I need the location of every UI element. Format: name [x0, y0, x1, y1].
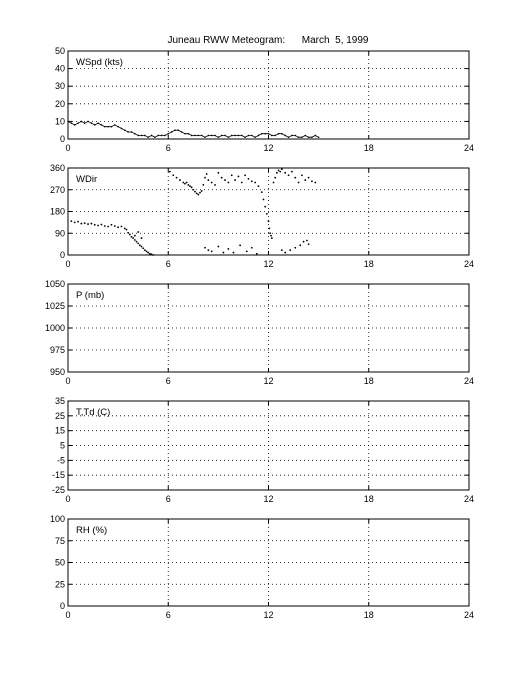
data-point [147, 136, 149, 138]
data-point [127, 131, 129, 133]
panel-1 [55, 46, 474, 153]
x-tick-label: 24 [463, 610, 475, 620]
data-point [298, 136, 300, 138]
data-point [217, 246, 219, 248]
data-point [246, 250, 248, 252]
data-point [251, 180, 253, 182]
data-point [308, 243, 310, 245]
data-point [258, 135, 260, 137]
y-tick-label: 1050 [44, 279, 65, 289]
data-point [197, 194, 199, 196]
data-point [134, 239, 136, 241]
data-point [201, 190, 203, 192]
data-point [234, 179, 236, 181]
panel-5 [50, 514, 474, 620]
data-point [221, 135, 223, 137]
data-point [70, 220, 72, 222]
data-point [301, 174, 303, 176]
data-point [311, 136, 313, 138]
data-point [266, 213, 268, 215]
data-point [314, 182, 316, 184]
data-point [74, 124, 76, 126]
x-tick-label: 0 [65, 494, 71, 504]
data-point [221, 177, 223, 179]
data-point [204, 247, 206, 249]
data-point [132, 237, 134, 239]
x-tick-label: 6 [165, 259, 171, 269]
data-point [270, 235, 272, 237]
y-tick-label: -5 [56, 455, 65, 466]
data-point [274, 177, 276, 179]
data-point [94, 224, 96, 226]
data-point [244, 174, 246, 176]
data-point [228, 136, 230, 138]
data-point [164, 135, 166, 137]
data-point [294, 247, 296, 249]
data-point [154, 136, 156, 138]
data-point [151, 253, 153, 255]
data-point [171, 131, 173, 133]
data-point [294, 177, 296, 179]
data-point [129, 234, 131, 236]
data-point [161, 135, 163, 137]
panel-3 [45, 279, 474, 386]
panel-4 [52, 396, 474, 504]
data-point [114, 124, 116, 126]
y-tick-label: 90 [54, 228, 65, 239]
data-point [144, 135, 146, 137]
data-point [91, 122, 93, 124]
panel-label: WSpd (kts) [76, 57, 123, 68]
data-point [214, 135, 216, 137]
y-tick-label: 975 [49, 345, 65, 355]
data-point [301, 136, 303, 138]
data-point [207, 179, 209, 181]
data-point [179, 179, 181, 181]
data-point [202, 184, 204, 186]
figure-title: Juneau RWW Meteogram: March 5, 1999 [167, 35, 369, 46]
data-point [80, 223, 82, 225]
data-point [306, 240, 308, 242]
x-tick-label: 6 [165, 494, 171, 504]
data-point [97, 225, 99, 227]
x-tick-label: 24 [463, 143, 475, 153]
data-point [238, 176, 240, 178]
data-point [144, 249, 146, 251]
data-point [201, 135, 203, 137]
data-point [104, 225, 106, 227]
y-tick-label: 950 [49, 367, 65, 377]
y-tick-label: 0 [59, 601, 65, 611]
data-point [211, 135, 213, 137]
data-point [184, 183, 186, 185]
data-point [71, 122, 73, 124]
data-point [152, 254, 154, 256]
x-tick-label: 18 [363, 259, 374, 269]
x-tick-label: 18 [363, 143, 374, 153]
y-tick-label: 270 [49, 184, 65, 195]
data-point [114, 225, 116, 227]
data-point [117, 226, 119, 228]
data-point [77, 122, 79, 124]
data-point [274, 135, 276, 137]
data-point [174, 129, 176, 131]
data-point [271, 237, 273, 239]
y-tick-label: 1000 [44, 323, 65, 333]
data-point [181, 131, 183, 133]
y-tick-label: 0 [59, 134, 65, 144]
data-point [231, 135, 233, 137]
data-point [276, 172, 278, 174]
data-point [199, 192, 201, 194]
data-point [264, 133, 266, 135]
data-point [151, 135, 153, 137]
data-point [137, 243, 139, 245]
data-point [141, 246, 143, 248]
y-tick-label: 75 [54, 535, 65, 546]
data-point [198, 135, 200, 137]
data-point [217, 172, 219, 174]
y-tick-label: 0 [59, 250, 65, 260]
y-tick-label: -25 [51, 485, 65, 495]
data-point [191, 135, 193, 137]
data-point [218, 136, 220, 138]
data-point [268, 133, 270, 135]
data-point [208, 135, 210, 137]
data-point [304, 135, 306, 137]
data-point [124, 228, 126, 230]
data-point [284, 135, 286, 137]
data-point [74, 221, 76, 223]
data-point [228, 182, 230, 184]
x-tick-label: 0 [65, 259, 71, 269]
data-point [281, 249, 283, 251]
data-point [271, 135, 273, 137]
data-point [142, 247, 144, 249]
y-tick-label: 35 [54, 396, 65, 406]
y-tick-label: 1025 [44, 301, 65, 311]
data-point [291, 135, 293, 137]
data-point [244, 136, 246, 138]
y-tick-label: 5 [59, 440, 65, 451]
y-tick-label: 50 [54, 46, 65, 56]
data-point [281, 133, 283, 135]
data-point [121, 128, 123, 130]
data-point [84, 122, 86, 124]
x-tick-label: 24 [463, 259, 475, 269]
data-point [288, 136, 290, 138]
data-point [184, 133, 186, 135]
x-tick-label: 24 [463, 376, 475, 386]
data-point [318, 136, 320, 138]
data-point [263, 199, 265, 201]
y-tick-label: 180 [49, 206, 65, 217]
data-point [251, 135, 253, 137]
panel-label: RH (%) [76, 525, 108, 536]
y-tick-label: 10 [54, 116, 65, 127]
x-tick-label: 12 [263, 376, 274, 386]
y-tick-label: -15 [51, 470, 65, 481]
panel-label: WDir [76, 174, 98, 185]
data-point [111, 126, 113, 128]
y-tick-label: 25 [54, 410, 65, 421]
data-point [269, 232, 271, 234]
data-point [90, 223, 92, 225]
data-point [194, 135, 196, 137]
data-point [279, 171, 281, 173]
data-point [234, 135, 236, 137]
data-point [294, 135, 296, 137]
data-point [87, 121, 89, 123]
data-point [194, 191, 196, 193]
data-point [192, 189, 194, 191]
data-point [169, 171, 171, 173]
x-tick-label: 12 [263, 610, 274, 620]
y-tick-label: 20 [54, 98, 65, 109]
data-point [224, 135, 226, 137]
x-tick-label: 18 [363, 376, 374, 386]
data-point [84, 222, 86, 224]
data-point [131, 236, 133, 238]
data-point [273, 182, 275, 184]
data-point [77, 221, 79, 223]
panels [45, 46, 474, 620]
data-point [121, 226, 123, 228]
data-point [222, 252, 224, 254]
data-point [261, 191, 263, 193]
data-point [284, 252, 286, 254]
data-point [206, 173, 208, 175]
data-point [141, 135, 143, 137]
data-point [211, 182, 213, 184]
data-point [186, 182, 188, 184]
data-point [117, 126, 119, 128]
data-point [281, 168, 283, 170]
data-point [204, 177, 206, 179]
data-point [204, 136, 206, 138]
data-point [304, 179, 306, 181]
data-point [238, 135, 240, 137]
data-point [268, 228, 270, 230]
panel-label: T,Td (C) [76, 407, 111, 418]
data-point [261, 133, 263, 135]
y-tick-label: 360 [49, 163, 65, 173]
data-point [177, 129, 179, 131]
data-point [157, 135, 159, 137]
data-point [67, 121, 69, 123]
data-point [258, 185, 260, 187]
y-tick-label: 15 [54, 425, 65, 436]
data-point [248, 135, 250, 137]
data-point [254, 136, 256, 138]
data-point [278, 170, 280, 172]
data-point [134, 235, 136, 237]
y-tick-label: 25 [54, 579, 65, 590]
data-point [288, 174, 290, 176]
data-point [101, 124, 103, 126]
x-tick-label: 18 [363, 494, 374, 504]
panel-2 [50, 163, 474, 269]
data-point [188, 133, 190, 135]
data-point [248, 178, 250, 180]
data-point [311, 180, 313, 182]
data-point [239, 244, 241, 246]
data-point [134, 133, 136, 135]
data-point [291, 171, 293, 173]
data-point [303, 241, 305, 243]
data-point [124, 129, 126, 131]
data-point [107, 226, 109, 228]
data-point [172, 174, 174, 176]
data-point [308, 177, 310, 179]
data-point [182, 182, 184, 184]
x-tick-label: 0 [65, 376, 71, 386]
data-point [94, 124, 96, 126]
data-point [131, 131, 133, 133]
x-tick-label: 6 [165, 143, 171, 153]
data-point [139, 244, 141, 246]
x-tick-label: 0 [65, 143, 71, 153]
data-point [141, 237, 143, 239]
data-point [137, 135, 139, 137]
x-tick-label: 24 [463, 494, 475, 504]
data-point [224, 179, 226, 181]
data-point [187, 184, 189, 186]
data-point [97, 122, 99, 124]
data-point [149, 253, 151, 255]
y-tick-label: 100 [49, 514, 65, 524]
data-point [284, 172, 286, 174]
x-tick-label: 12 [263, 143, 274, 153]
x-tick-label: 18 [363, 610, 374, 620]
data-point [268, 220, 270, 222]
data-point [264, 206, 266, 208]
data-point [107, 126, 109, 128]
panel-label: P (mb) [76, 290, 105, 301]
data-point [146, 250, 148, 252]
data-point [126, 229, 128, 231]
data-point [228, 248, 230, 250]
data-point [137, 231, 139, 233]
data-point [136, 241, 138, 243]
data-point [196, 192, 198, 194]
data-point [81, 121, 83, 123]
y-tick-label: 50 [54, 557, 65, 568]
data-point [167, 133, 169, 135]
data-point [111, 224, 113, 226]
data-point [256, 253, 258, 255]
x-tick-label: 6 [165, 610, 171, 620]
x-tick-label: 0 [65, 610, 71, 620]
data-point [241, 135, 243, 137]
data-point [314, 135, 316, 137]
data-point [104, 126, 106, 128]
data-point [127, 232, 129, 234]
data-point [298, 182, 300, 184]
data-point [241, 182, 243, 184]
data-point [214, 184, 216, 186]
data-point [207, 249, 209, 251]
data-point [87, 223, 89, 225]
data-point [176, 177, 178, 179]
data-point [191, 186, 193, 188]
y-tick-label: 30 [54, 81, 65, 92]
data-point [308, 136, 310, 138]
x-tick-label: 12 [263, 494, 274, 504]
data-point [278, 133, 280, 135]
data-point [211, 250, 213, 252]
data-point [299, 244, 301, 246]
x-tick-label: 12 [263, 259, 274, 269]
data-point [233, 252, 235, 254]
data-point [251, 247, 253, 249]
data-point [147, 252, 149, 254]
data-point [189, 185, 191, 187]
data-point [289, 249, 291, 251]
data-point [231, 174, 233, 176]
data-point [101, 224, 103, 226]
data-point [254, 182, 256, 184]
x-tick-label: 6 [165, 376, 171, 386]
y-tick-label: 40 [54, 63, 65, 74]
